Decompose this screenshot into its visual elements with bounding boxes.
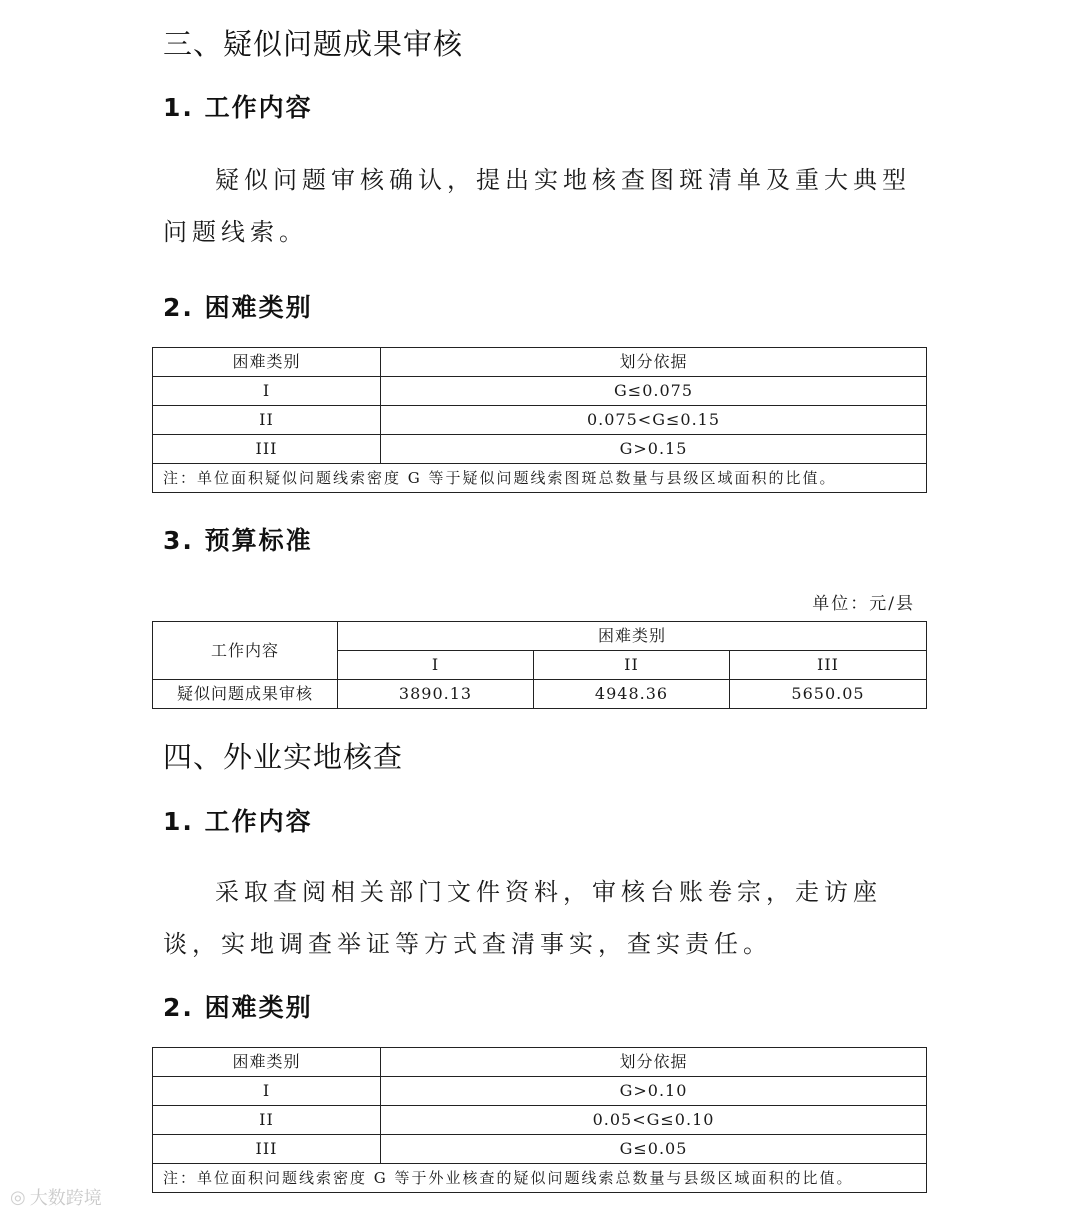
row-label: 疑似问题成果审核	[153, 680, 338, 709]
criteria-cell: G>0.10	[381, 1077, 927, 1106]
table-header-row	[153, 622, 927, 651]
category-cell: II	[153, 1106, 381, 1135]
section3-work-text: 疑似问题审核确认，提出实地核查图斑清单及重大典型问题线索。	[163, 166, 911, 246]
value-cell: 5650.05	[730, 680, 927, 709]
header-category: 困难类别	[153, 1048, 381, 1077]
category-cell: III	[153, 1135, 381, 1164]
table-row	[153, 406, 927, 435]
header-criteria: 划分依据	[381, 1048, 927, 1077]
header-category: 困难类别	[153, 348, 381, 377]
section4-heading: 四、外业实地核查	[163, 740, 404, 774]
table-note: 注：单位面积疑似问题线索密度 G 等于疑似问题线索图斑总数量与县级区域面积的比值。	[153, 464, 927, 493]
level-cell: I	[338, 651, 534, 680]
section4-work-text: 采取查阅相关部门文件资料，审核台账卷宗，走访座谈，实地调查举证等方式查清事实，查实责任。	[163, 878, 882, 958]
watermark	[10, 1184, 102, 1210]
header-difficulty: 困难类别	[338, 622, 927, 651]
criteria-cell: G≤0.075	[381, 377, 927, 406]
table-row	[153, 1106, 927, 1135]
section3-difficulty-heading: 2. 困难类别	[163, 293, 313, 322]
header-work-content: 工作内容	[153, 622, 338, 680]
table-header-row	[153, 1048, 927, 1077]
level-cell: II	[534, 651, 730, 680]
section3-budget-table	[152, 621, 927, 709]
header-criteria: 划分依据	[381, 348, 927, 377]
weibo-logo-icon: ◎	[10, 1186, 26, 1208]
budget-unit: 单位：元/县	[812, 594, 915, 614]
section3-difficulty-table	[152, 347, 927, 493]
table-row	[153, 1135, 927, 1164]
table-note-row	[153, 1164, 927, 1193]
table-row	[153, 680, 927, 709]
section4-work-heading: 1. 工作内容	[163, 807, 313, 836]
section3-budget-heading: 3. 预算标准	[163, 526, 313, 555]
value-cell: 4948.36	[534, 680, 730, 709]
criteria-cell: 0.05<G≤0.10	[381, 1106, 927, 1135]
category-cell: III	[153, 435, 381, 464]
table-note: 注：单位面积问题线索密度 G 等于外业核查的疑似问题线索总数量与县级区域面积的比值。	[153, 1164, 927, 1193]
level-cell: III	[730, 651, 927, 680]
section3-work-heading: 1. 工作内容	[163, 93, 313, 122]
category-cell: II	[153, 406, 381, 435]
table-row	[153, 377, 927, 406]
category-cell: I	[153, 1077, 381, 1106]
criteria-cell: 0.075<G≤0.15	[381, 406, 927, 435]
criteria-cell: G>0.15	[381, 435, 927, 464]
section3-heading: 三、疑似问题成果审核	[163, 27, 464, 61]
criteria-cell: G≤0.05	[381, 1135, 927, 1164]
section4-difficulty-heading: 2. 困难类别	[163, 993, 313, 1022]
table-note-row	[153, 464, 927, 493]
table-header-row	[153, 348, 927, 377]
table-row	[153, 1077, 927, 1106]
value-cell: 3890.13	[338, 680, 534, 709]
watermark-text: 大数跨境	[29, 1188, 102, 1209]
table-row	[153, 435, 927, 464]
category-cell: I	[153, 377, 381, 406]
section4-difficulty-table	[152, 1047, 927, 1193]
